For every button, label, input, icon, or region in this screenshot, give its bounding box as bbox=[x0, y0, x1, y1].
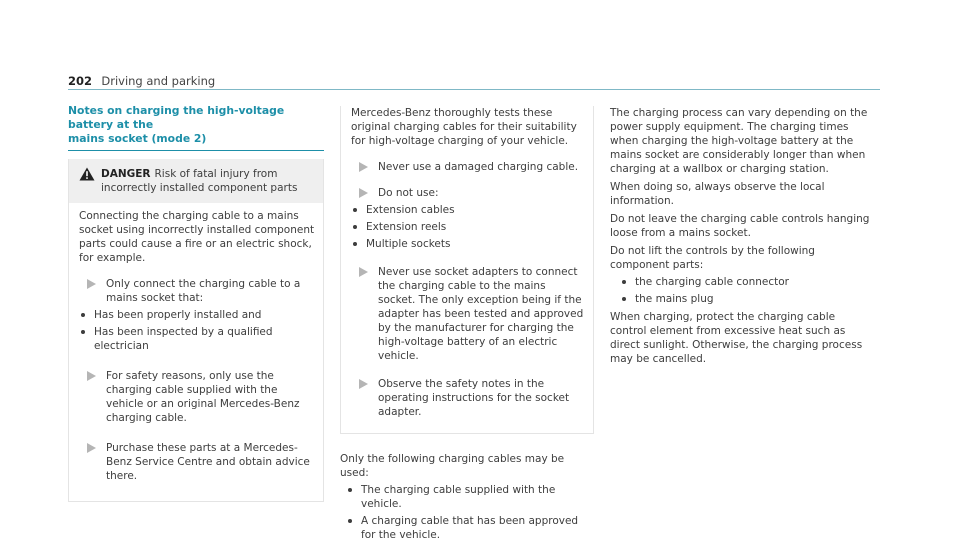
list-item bbox=[340, 514, 594, 542]
step-arrow-icon bbox=[359, 379, 368, 389]
page-header bbox=[68, 74, 880, 89]
step-arrow-icon bbox=[359, 162, 368, 172]
step-text: Purchase these parts at a Mercedes-Benz Service Centre and obtain advice there. bbox=[106, 442, 310, 482]
bullet-text: the charging cable connector bbox=[635, 276, 789, 288]
list-item bbox=[69, 308, 323, 322]
heading-line-1: Notes on charging the high-voltage battery at the bbox=[68, 104, 285, 131]
step-text: Never use a damaged charging cable. bbox=[378, 161, 579, 173]
list-item bbox=[610, 275, 874, 289]
bullet bbox=[353, 242, 357, 246]
step-arrow-icon bbox=[359, 188, 368, 198]
bullet bbox=[81, 313, 85, 317]
bullet-text: Extension reels bbox=[366, 221, 447, 233]
allowed-cables-intro: Only the following charging cables may be used: bbox=[340, 453, 565, 479]
paragraph: Do not leave the charging cable controls hanging loose from a mains socket. bbox=[610, 213, 870, 239]
danger-title: DANGER bbox=[101, 168, 151, 180]
step-text: Observe the safety notes in the operating instructions for the socket adapter. bbox=[378, 378, 570, 418]
bullet-text: the mains plug bbox=[635, 293, 714, 305]
bullet bbox=[348, 519, 352, 523]
heading-rule bbox=[68, 150, 324, 151]
warning-triangle-icon bbox=[79, 167, 95, 181]
column-1 bbox=[68, 104, 324, 502]
step-arrow-icon bbox=[87, 279, 96, 289]
column-2 bbox=[340, 104, 594, 542]
list-item bbox=[341, 220, 593, 234]
danger-message bbox=[101, 167, 315, 195]
bullet bbox=[353, 208, 357, 212]
column-3 bbox=[610, 104, 874, 366]
bullet bbox=[348, 488, 352, 492]
bullet bbox=[353, 225, 357, 229]
step-text: For safety reasons, only use the charging cable supplied with the vehicle or an original Mercedes-Benz charging cable. bbox=[106, 370, 300, 424]
step-item bbox=[341, 186, 593, 200]
header-divider bbox=[68, 89, 880, 90]
section-heading bbox=[68, 104, 324, 146]
heading-line-2: mains socket (mode 2) bbox=[68, 132, 207, 145]
bullet-text: Has been inspected by a qualified electrician bbox=[94, 326, 273, 352]
info-panel bbox=[340, 106, 594, 434]
danger-paragraph: Connecting the charging cable to a mains socket using incorrectly installed component parts could cause a fire or an electric shock, for example. bbox=[79, 210, 315, 264]
list-item bbox=[341, 237, 593, 251]
allowed-cables bbox=[340, 452, 594, 542]
paragraph: The charging process can vary depending on the power supply equipment. The charging times when charging the high-voltage battery at the mains socket are considerably longer than when charging at a wallbox or charging station. bbox=[610, 107, 868, 175]
bullet-text: Extension cables bbox=[366, 204, 455, 216]
list-item bbox=[341, 203, 593, 217]
paragraph: Do not lift the controls by the following component parts: bbox=[610, 245, 815, 271]
danger-text: Risk of fatal injury from incorrectly installed component parts bbox=[101, 168, 298, 194]
section-title: Driving and parking bbox=[101, 74, 216, 88]
step-item bbox=[341, 377, 593, 419]
danger-panel bbox=[68, 159, 324, 502]
bullet bbox=[622, 297, 626, 301]
intro-paragraph: Mercedes-Benz thoroughly tests these original charging cables for their suitability for high-voltage charging of your vehicle. bbox=[351, 107, 577, 147]
paragraph: When charging, protect the charging cable control element from excessive heat such as direct sunlight. Otherwise, the charging process may be cancelled. bbox=[610, 311, 863, 365]
danger-bar bbox=[69, 159, 323, 203]
bullet bbox=[622, 280, 626, 284]
list-item bbox=[610, 292, 874, 306]
bullet-text: The charging cable supplied with the vehicle. bbox=[361, 484, 556, 510]
step-item bbox=[341, 265, 593, 363]
step-arrow-icon bbox=[359, 267, 368, 277]
bullet bbox=[81, 330, 85, 334]
step-text: Only connect the charging cable to a mains socket that: bbox=[106, 278, 301, 304]
list-item bbox=[340, 483, 594, 511]
step-item bbox=[341, 160, 593, 174]
step-text: Never use socket adapters to connect the charging cable to the mains socket. The only exception being if the adapter has been tested and approved by the manufacturer for charging the high-voltage battery of an electric vehicle. bbox=[378, 266, 584, 362]
bullet-text: Multiple sockets bbox=[366, 238, 451, 250]
step-item bbox=[69, 277, 323, 305]
page-number: 202 bbox=[68, 74, 93, 88]
step-arrow-icon bbox=[87, 371, 96, 381]
bullet-text: Has been properly installed and bbox=[94, 309, 262, 321]
list-item bbox=[69, 325, 323, 353]
paragraph: When doing so, always observe the local information. bbox=[610, 181, 825, 207]
bullet-text: A charging cable that has been approved for the vehicle. bbox=[361, 515, 579, 541]
step-item bbox=[69, 369, 323, 425]
step-item bbox=[69, 441, 323, 483]
step-text: Do not use: bbox=[378, 187, 439, 199]
step-arrow-icon bbox=[87, 443, 96, 453]
